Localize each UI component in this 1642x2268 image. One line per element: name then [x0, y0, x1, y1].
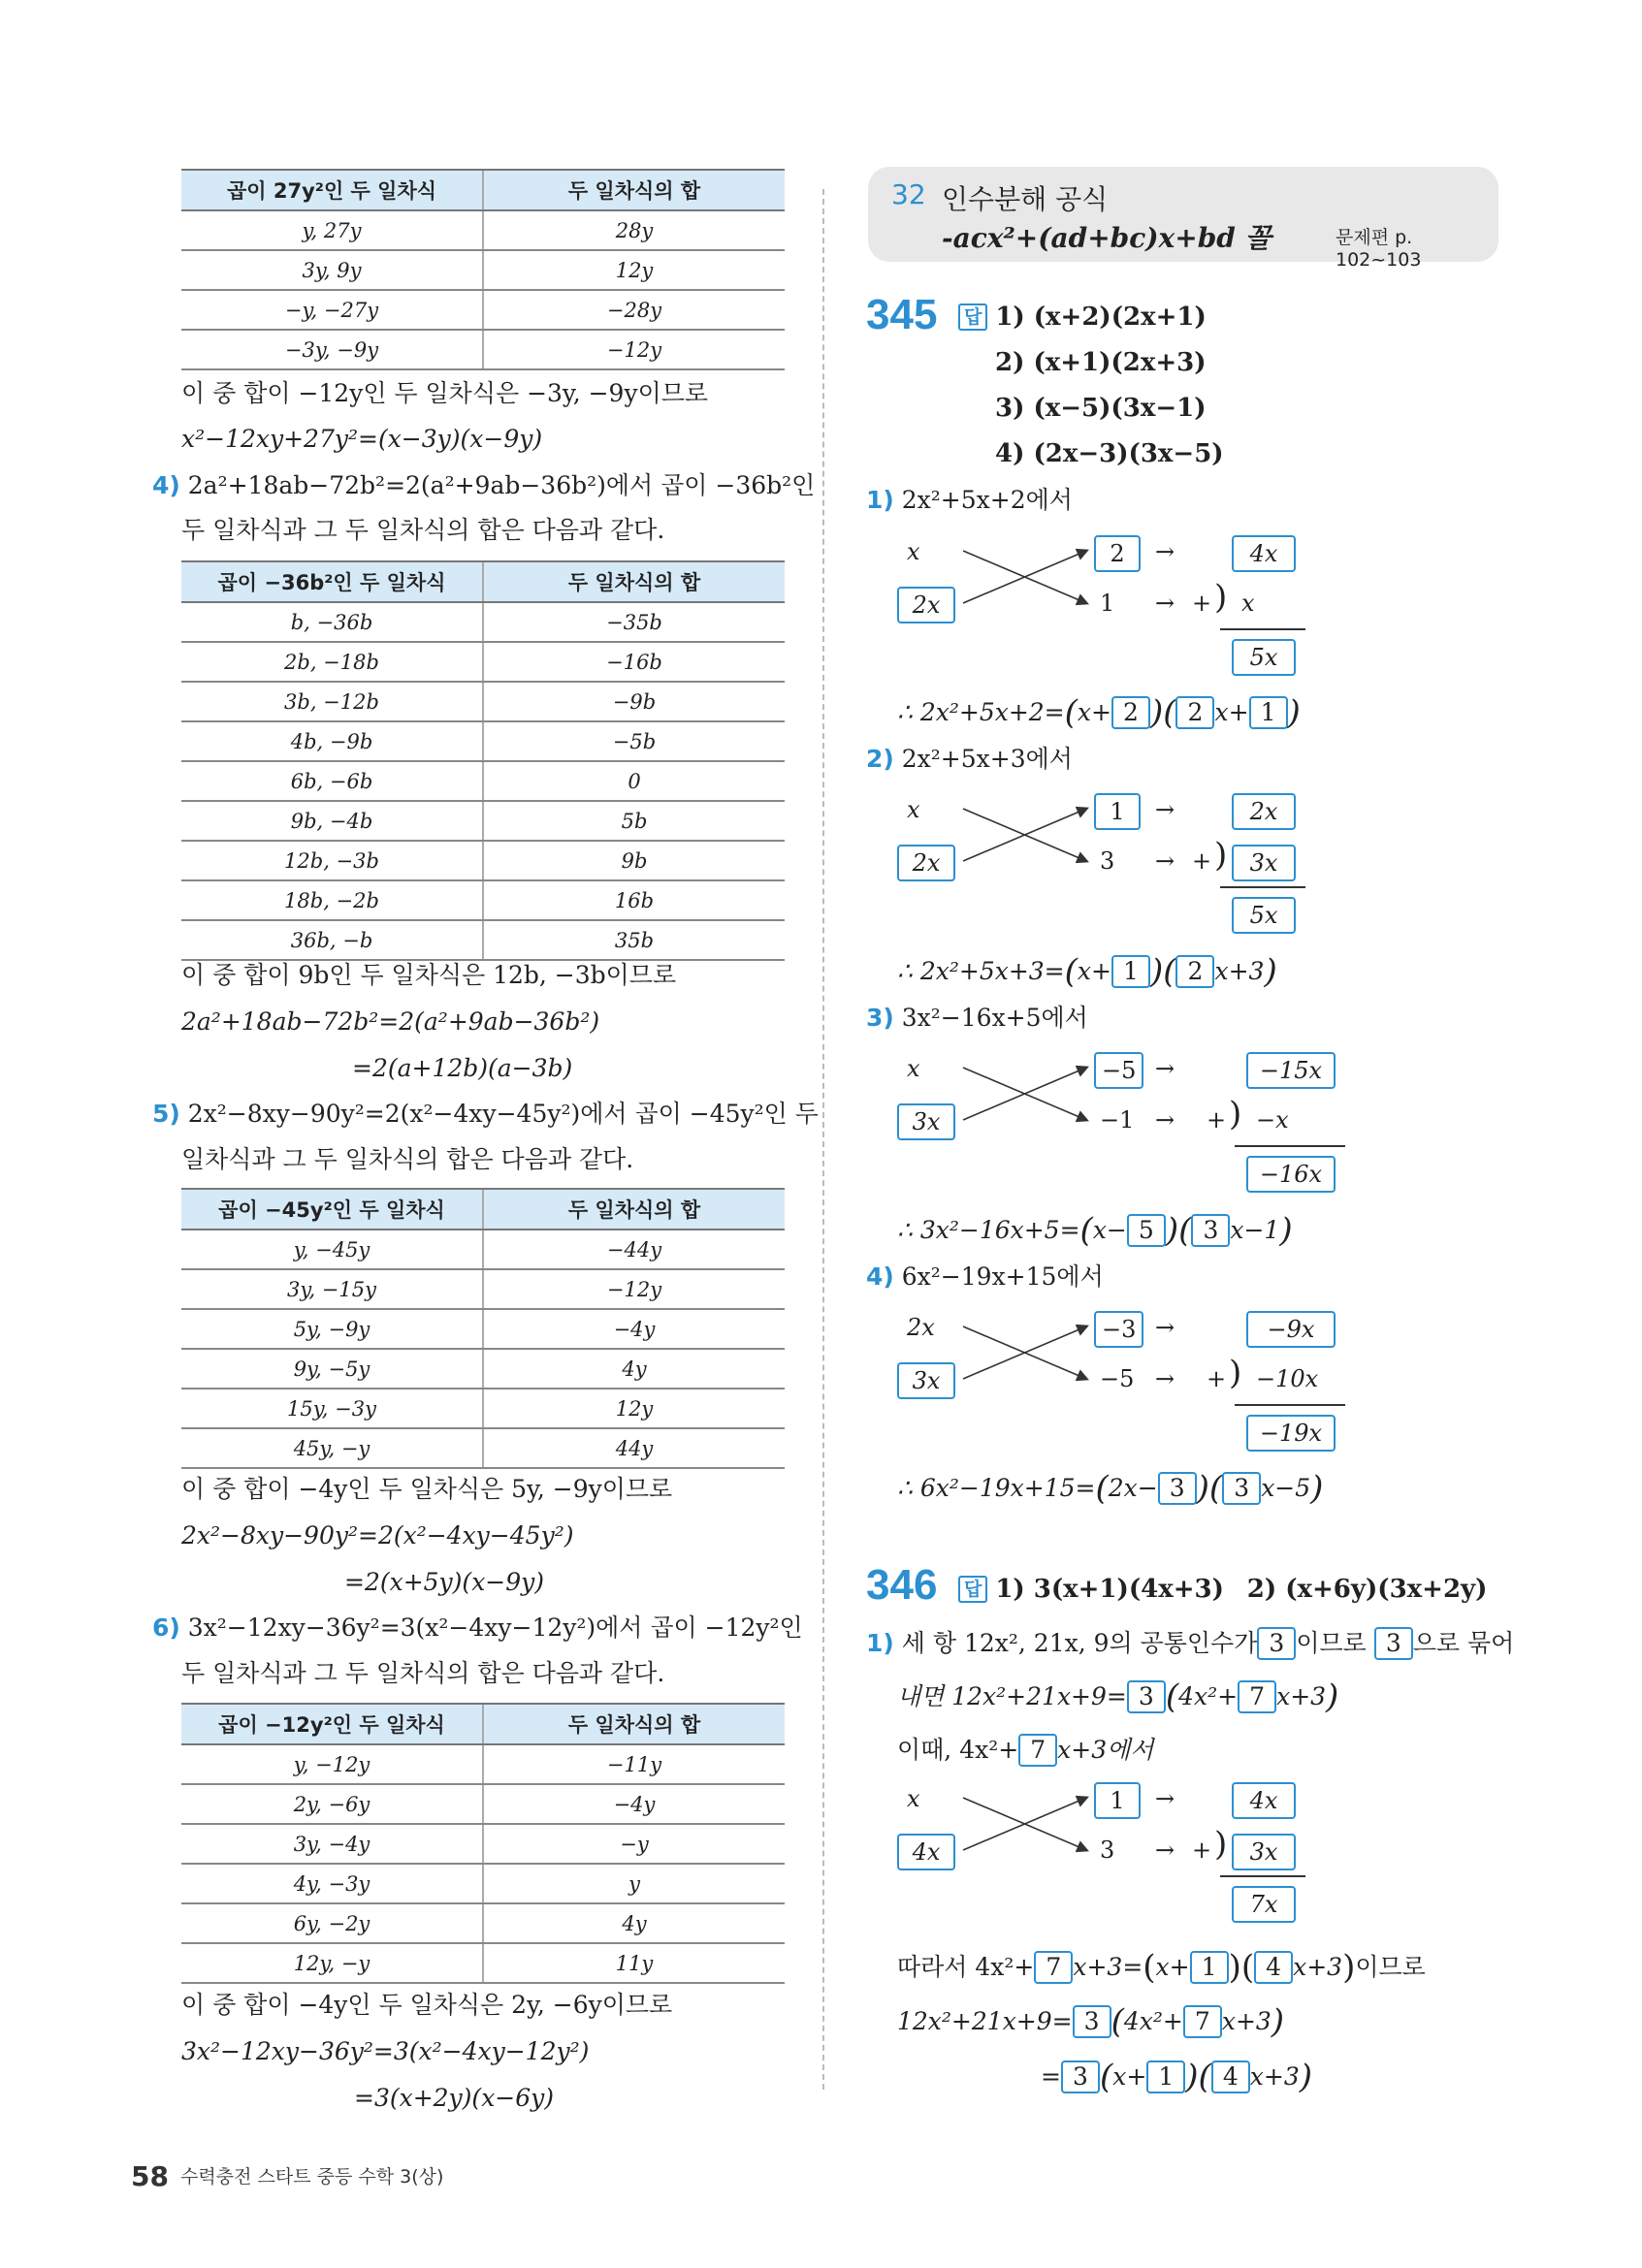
p346-l1-pre: 세 항 12x², 21x, 9의 공통인수가 — [901, 1629, 1258, 1657]
section-number: 32 — [891, 178, 926, 210]
paren: )( — [1196, 1469, 1223, 1508]
blank-box: 4 — [1254, 1951, 1293, 1984]
product-top: 4x — [1232, 535, 1296, 572]
bracket: ) — [1214, 578, 1228, 617]
table-row — [181, 1744, 785, 1784]
plus-sign: + — [1192, 847, 1212, 875]
left-factor-bottom: 3x — [897, 1103, 955, 1140]
plus-sign: + — [1207, 1365, 1227, 1392]
arrow-icon: → — [1155, 1365, 1175, 1392]
blank-box: 2 — [1175, 696, 1214, 729]
table-product-45y2 — [181, 1188, 785, 1469]
table-row — [181, 841, 785, 880]
table-row — [181, 1903, 785, 1943]
t1-header-2: 두 일차식의 합 — [483, 170, 785, 210]
conclusion-pre: ∴ 6x²−19x+15= — [897, 1474, 1096, 1502]
blank-box: 7 — [1034, 1951, 1073, 1984]
blank-box: 3 — [1374, 1627, 1413, 1660]
product-bottom: −10x — [1256, 1365, 1319, 1392]
t1-note: 이 중 합이 −12y인 두 일차식은 −3y, −9y이므로 — [181, 379, 709, 407]
right-factor-bottom: 3 — [1100, 847, 1115, 875]
sum-cell: −11y — [483, 1744, 785, 1784]
left-factor-top: x — [907, 796, 920, 823]
arrow-icon: → — [1155, 590, 1175, 617]
sum-cell: y — [483, 1864, 785, 1903]
product-sum: 7x — [1232, 1886, 1296, 1923]
p4-number: 4) — [152, 471, 180, 499]
factor-pair-cell: 12b, −3b — [181, 841, 483, 880]
sum-cell: −y — [483, 1824, 785, 1864]
t3-result2: =2(x+5y)(x−9y) — [344, 1568, 545, 1596]
conclusion-pre: ∴ 2x²+5x+3= — [897, 957, 1065, 985]
conclusion-term: x−1 — [1230, 1216, 1280, 1244]
factor-pair-cell: 2y, −6y — [181, 1784, 483, 1824]
answer-label: 답 — [958, 1576, 987, 1603]
t3-header-2: 두 일차식의 합 — [483, 1189, 785, 1230]
p345-part-number: 2) — [866, 745, 894, 773]
left-factor-top: x — [907, 538, 920, 565]
right-factor-bottom: 1 — [1100, 590, 1115, 617]
factor-pair-cell: 3y, −15y — [181, 1269, 483, 1309]
sum-cell: −35b — [483, 602, 785, 642]
table-row — [181, 602, 785, 642]
conclusion-pre: ∴ 2x²+5x+2= — [897, 698, 1065, 726]
p346-l5-pre: 12x²+21x+9= — [897, 2007, 1073, 2035]
sum-cell: −4y — [483, 1309, 785, 1349]
p346-l6-pre: = — [1041, 2062, 1061, 2091]
blank-box: 3 — [1222, 1472, 1261, 1505]
table-row — [181, 1864, 785, 1903]
table-product-12y2 — [181, 1703, 785, 1984]
conclusion-pre: ∴ 3x²−16x+5= — [897, 1216, 1080, 1244]
factor-pair-cell: 45y, −y — [181, 1428, 483, 1468]
bracket: ) — [1229, 1354, 1242, 1392]
factor-pair-cell: 18b, −2b — [181, 880, 483, 920]
paren: ) — [1287, 693, 1301, 732]
sum-cell: −4y — [483, 1784, 785, 1824]
t4-header-2: 두 일차식의 합 — [483, 1704, 785, 1744]
table-row — [181, 880, 785, 920]
blank-box: 3 — [1158, 1472, 1197, 1505]
problem-345-number: 345 — [866, 291, 938, 338]
arrow-icon: → — [1155, 847, 1175, 875]
table-row — [181, 1309, 785, 1349]
p346-l6-post: x+3 — [1249, 2062, 1300, 2091]
p346-l4-post: x+3 — [1293, 1953, 1343, 1981]
paren: ( — [1064, 693, 1078, 732]
blank-box: 3 — [1061, 2060, 1100, 2093]
product-top: 4x — [1232, 1782, 1296, 1819]
product-sum: 5x — [1232, 897, 1296, 934]
sum-cell: −9b — [483, 682, 785, 721]
table-row — [181, 920, 785, 960]
section-formula: -acx²+(ad+bc)x+bd 꼴 — [942, 222, 1272, 254]
product-bottom: x — [1241, 590, 1255, 617]
sum-rule — [1220, 886, 1305, 888]
p346-line1 — [866, 1627, 1514, 1660]
blank-box: 3 — [1127, 1680, 1166, 1713]
sum-cell: −28y — [483, 290, 785, 330]
p6-text1: 3x²−12xy−36y²=3(x²−4xy−12y²)에서 곱이 −12y²인 — [187, 1613, 803, 1642]
p345-part-number: 4) — [866, 1262, 894, 1291]
p346-l4-mid2: x+ — [1155, 1953, 1190, 1981]
arrow-icon: → — [1155, 1785, 1175, 1812]
factor-pair-cell: 9y, −5y — [181, 1349, 483, 1389]
factor-pair-cell: y, 27y — [181, 210, 483, 250]
factor-pair-cell: 6y, −2y — [181, 1903, 483, 1943]
left-factor-top: x — [907, 1055, 920, 1082]
t2-result1: 2a²+18ab−72b²=2(a²+9ab−36b²) — [181, 1007, 600, 1036]
t4-note: 이 중 합이 −4y인 두 일차식은 2y, −6y이므로 — [181, 1991, 673, 2019]
table-row — [181, 1269, 785, 1309]
p346-l5-post: x+3 — [1221, 2007, 1272, 2035]
right-factor-top: 1 — [1094, 1782, 1141, 1819]
p346-part1-number: 1) — [866, 1629, 894, 1657]
p6-line2: 두 일차식과 그 두 일차식의 합은 다음과 같다. — [181, 1659, 665, 1687]
p6-number: 6) — [152, 1613, 180, 1642]
arrow-icon: → — [1155, 1106, 1175, 1134]
blank-box: 3 — [1191, 1214, 1230, 1247]
factor-pair-cell: −3y, −9y — [181, 330, 483, 369]
product-sum: −19x — [1246, 1415, 1336, 1452]
t1-header-1: 곱이 27y²인 두 일차식 — [181, 170, 483, 210]
factor-pair-cell: y, −12y — [181, 1744, 483, 1784]
sum-rule — [1235, 1404, 1345, 1406]
p345-part-expr: 6x²−19x+15에서 — [901, 1262, 1104, 1291]
arrow-icon: → — [1155, 1055, 1175, 1082]
right-factor-top: −3 — [1094, 1311, 1143, 1348]
p346-l4-mid1: x+3= — [1073, 1953, 1143, 1981]
right-factor-bottom: 3 — [1100, 1837, 1115, 1864]
sum-cell: 44y — [483, 1428, 785, 1468]
factor-pair-cell: 3b, −12b — [181, 682, 483, 721]
plus-sign: + — [1192, 590, 1212, 617]
p346-line4: 따라서 4x²+ 7 x+3=(x+ 1 )( 4 x+3)이므로 — [897, 1948, 1426, 1987]
section-header — [868, 167, 1498, 271]
sum-cell: −44y — [483, 1230, 785, 1269]
blank-box: 3 — [1257, 1627, 1296, 1660]
table-row — [181, 1784, 785, 1824]
table-row — [181, 682, 785, 721]
blank-box: 1 — [1190, 1951, 1229, 1984]
conclusion-term: 2x− — [1108, 1474, 1158, 1502]
conclusion-term: x+3 — [1214, 957, 1265, 985]
sum-cell: 11y — [483, 1943, 785, 1983]
factor-pair-cell: 3y, −4y — [181, 1824, 483, 1864]
factor-pair-cell: 4b, −9b — [181, 721, 483, 761]
sum-cell: 16b — [483, 880, 785, 920]
p345-part-4-conclusion — [897, 1469, 1324, 1508]
table-row — [181, 1230, 785, 1269]
sum-cell: 28y — [483, 210, 785, 250]
product-bottom: 3x — [1232, 1834, 1296, 1870]
factor-pair-cell: 12y, −y — [181, 1943, 483, 1983]
p345-answer-2: 2) (x+1)(2x+3) — [995, 348, 1207, 377]
p346-line6: = 3 (x+ 1 )( 4 x+3) — [1041, 2058, 1313, 2096]
table-row — [181, 642, 785, 682]
sum-cell: 5b — [483, 801, 785, 841]
conclusion-term: x− — [1092, 1216, 1127, 1244]
right-factor-bottom: −1 — [1100, 1106, 1135, 1134]
paren: ( — [1064, 952, 1078, 991]
table-row — [181, 330, 785, 369]
sum-cell: 0 — [483, 761, 785, 801]
sum-cell: 4y — [483, 1903, 785, 1943]
left-factor-bottom: 2x — [897, 845, 955, 881]
p345-part-2-conclusion — [897, 952, 1277, 991]
p346-l6-mid: x+ — [1112, 2062, 1147, 2091]
paren: )( — [1165, 1211, 1192, 1250]
conclusion-term: x−5 — [1261, 1474, 1311, 1502]
book-title: 수력충전 스타트 중등 수학 3(상) — [180, 2166, 444, 2188]
p346-l3-pre: 이때, 4x²+ — [897, 1736, 1019, 1764]
p346-l2-pre: 내면 12x²+21x+9= — [897, 1682, 1127, 1710]
blank-box: 1 — [1249, 696, 1288, 729]
t3-result1: 2x²−8xy−90y²=2(x²−4xy−45y²) — [181, 1521, 574, 1549]
p4-line1 — [152, 470, 815, 501]
arrow-icon: → — [1155, 538, 1175, 565]
plus-sign: + — [1192, 1837, 1212, 1864]
factor-pair-cell: 36b, −b — [181, 920, 483, 960]
paren: )( — [1149, 693, 1176, 732]
factor-pair-cell: 5y, −9y — [181, 1309, 483, 1349]
plus-sign: + — [1207, 1106, 1227, 1134]
p345-part-2-head — [866, 744, 1073, 775]
t3-header-1: 곱이 −45y²인 두 일차식 — [181, 1189, 483, 1230]
factor-pair-cell: 6b, −6b — [181, 761, 483, 801]
table-row — [181, 1428, 785, 1468]
blank-box: 4 — [1211, 2060, 1250, 2093]
factor-pair-cell: 4y, −3y — [181, 1864, 483, 1903]
sum-cell: 35b — [483, 920, 785, 960]
sum-cell: 12y — [483, 1389, 785, 1428]
p345-part-1-conclusion — [897, 693, 1301, 732]
table-row — [181, 1824, 785, 1864]
right-factor-top: 2 — [1094, 535, 1141, 572]
table-row — [181, 1349, 785, 1389]
p346-l2-post: x+3 — [1276, 1682, 1327, 1710]
product-top: −15x — [1246, 1052, 1336, 1089]
factor-pair-cell: 9b, −4b — [181, 801, 483, 841]
left-factor-bottom: 3x — [897, 1362, 955, 1399]
t3-note: 이 중 합이 −4y인 두 일차식은 5y, −9y이므로 — [181, 1475, 673, 1503]
product-bottom: −x — [1256, 1106, 1289, 1134]
factor-pair-cell: b, −36b — [181, 602, 483, 642]
p5-number: 5) — [152, 1100, 180, 1128]
blank-box: 7 — [1183, 2005, 1222, 2038]
t4-result2: =3(x+2y)(x−6y) — [354, 2084, 555, 2112]
sum-cell: −12y — [483, 330, 785, 369]
conclusion-term: x+ — [1077, 957, 1111, 985]
bracket: ) — [1214, 1825, 1228, 1864]
section-title: 인수분해 공식 — [942, 183, 1109, 215]
p345-part-expr: 3x²−16x+5에서 — [901, 1004, 1088, 1032]
product-sum: −16x — [1246, 1156, 1336, 1193]
t2-result2: =2(a+12b)(a−3b) — [352, 1054, 573, 1082]
left-factor-bottom: 4x — [897, 1834, 955, 1870]
factor-pair-cell: 15y, −3y — [181, 1389, 483, 1428]
left-factor-top: 2x — [907, 1314, 935, 1341]
blank-box: 3 — [1073, 2005, 1111, 2038]
p346-line3 — [897, 1734, 1153, 1767]
blank-box: 2 — [1111, 696, 1150, 729]
left-factor-bottom: 2x — [897, 587, 955, 623]
blank-box: 5 — [1127, 1214, 1166, 1247]
sum-cell: 12y — [483, 250, 785, 290]
blank-box: 7 — [1018, 1734, 1057, 1767]
p345-part-3-conclusion — [897, 1211, 1293, 1250]
table-row — [181, 801, 785, 841]
product-top: 2x — [1232, 793, 1296, 830]
right-factor-top: 1 — [1094, 793, 1141, 830]
blank-box: 1 — [1146, 2060, 1185, 2093]
factor-pair-cell: 2b, −18b — [181, 642, 483, 682]
p345-answer-1 — [958, 302, 1207, 333]
table-product-36b2 — [181, 560, 785, 961]
right-factor-top: −5 — [1094, 1052, 1143, 1089]
answer-label: 답 — [958, 303, 987, 331]
p4-text1: 2a²+18ab−72b²=2(a²+9ab−36b²)에서 곱이 −36b²인 — [187, 471, 816, 499]
p5-line2: 일차식과 그 두 일차식의 합은 다음과 같다. — [181, 1145, 634, 1173]
problem-346-number: 346 — [866, 1561, 938, 1609]
sum-cell: −16b — [483, 642, 785, 682]
p346-l3-post: x+3에서 — [1057, 1736, 1154, 1764]
sum-cell: −12y — [483, 1269, 785, 1309]
t4-header-1: 곱이 −12y²인 두 일차식 — [181, 1704, 483, 1744]
table-row — [181, 721, 785, 761]
table-row — [181, 290, 785, 330]
page-number: 58 — [131, 2160, 169, 2192]
cross-lines — [955, 1052, 1101, 1139]
p346-ans1: 1) 3(x+1)(4x+3) — [995, 1575, 1224, 1604]
section-page-ref: 문제편 p. 102~103 — [1336, 227, 1422, 271]
paren: ) — [1264, 952, 1277, 991]
sum-cell: 9b — [483, 841, 785, 880]
p345-part-number: 3) — [866, 1004, 894, 1032]
sum-rule — [1220, 1875, 1305, 1877]
paren: )( — [1149, 952, 1176, 991]
bracket: ) — [1214, 836, 1228, 875]
blank-box: 2 — [1175, 955, 1214, 988]
blank-box: 7 — [1238, 1680, 1276, 1713]
p346-ans2: 2) (x+6y)(3x+2y) — [1246, 1575, 1488, 1604]
p346-l4-tail: 이므로 — [1355, 1953, 1426, 1981]
t2-header-2: 두 일차식의 합 — [483, 561, 785, 602]
table-row — [181, 210, 785, 250]
sum-cell: 4y — [483, 1349, 785, 1389]
product-top: −9x — [1246, 1311, 1336, 1348]
p5-text1: 2x²−8xy−90y²=2(x²−4xy−45y²)에서 곱이 −45y²인 두 — [187, 1100, 819, 1128]
column-divider — [822, 189, 824, 2090]
product-sum: 5x — [1232, 639, 1296, 676]
table-row — [181, 1943, 785, 1983]
p345-answer-3: 3) (x−5)(3x−1) — [995, 394, 1207, 423]
p346-line2: 내면 12x²+21x+9= 3 (4x²+ 7 x+3) — [897, 1677, 1339, 1716]
p345-part-number: 1) — [866, 486, 894, 514]
paren: ) — [1310, 1469, 1324, 1508]
t1-result: x²−12xy+27y²=(x−3y)(x−9y) — [181, 425, 543, 453]
p346-l1-post: 으로 묶어 — [1412, 1629, 1515, 1657]
p345-part-1-head — [866, 485, 1073, 516]
arrow-icon: → — [1155, 796, 1175, 823]
p346-l4-pre: 따라서 4x²+ — [897, 1953, 1035, 1981]
p346-l1-mid: 이므로 — [1296, 1629, 1367, 1657]
cross-lines — [955, 1311, 1101, 1398]
left-factor-top: x — [907, 1785, 920, 1812]
p346-line5: 12x²+21x+9= 3 (4x²+ 7 x+3) — [897, 2002, 1285, 2041]
factor-pair-cell: y, −45y — [181, 1230, 483, 1269]
paren: ( — [1095, 1469, 1109, 1508]
p345-part-expr: 2x²+5x+2에서 — [901, 486, 1073, 514]
footer — [131, 2160, 443, 2192]
conclusion-term: x+ — [1077, 698, 1111, 726]
factor-pair-cell: 3y, 9y — [181, 250, 483, 290]
p346-l5-mid: 4x²+ — [1123, 2007, 1183, 2035]
cross-lines — [955, 793, 1101, 880]
paren: ) — [1279, 1211, 1293, 1250]
sum-cell: −5b — [483, 721, 785, 761]
right-factor-bottom: −5 — [1100, 1365, 1135, 1392]
conclusion-term: x+ — [1214, 698, 1249, 726]
sum-rule — [1235, 1145, 1345, 1147]
cross-lines — [955, 1782, 1101, 1869]
arrow-icon: → — [1155, 1837, 1175, 1864]
p6-line1 — [152, 1613, 803, 1644]
p345-part-4-head — [866, 1262, 1104, 1293]
t4-result1: 3x²−12xy−36y²=3(x²−4xy−12y²) — [181, 2037, 590, 2065]
sum-rule — [1220, 628, 1305, 630]
t2-header-1: 곱이 −36b²인 두 일차식 — [181, 561, 483, 602]
p345-part-expr: 2x²+5x+3에서 — [901, 745, 1073, 773]
blank-box: 1 — [1111, 955, 1150, 988]
p4-line2: 두 일차식과 그 두 일차식의 합은 다음과 같다. — [181, 516, 665, 544]
factor-pair-cell: −y, −27y — [181, 290, 483, 330]
p345-part-3-head — [866, 1003, 1088, 1034]
arrow-icon: → — [1155, 1314, 1175, 1341]
table-row — [181, 1389, 785, 1428]
p345-answer-4: 4) (2x−3)(3x−5) — [995, 439, 1224, 468]
p5-line1 — [152, 1099, 819, 1130]
p345-ans1: 1) (x+2)(2x+1) — [995, 303, 1207, 332]
table-product-27y2 — [181, 169, 785, 370]
p346-answers — [958, 1574, 1487, 1605]
table-row — [181, 250, 785, 290]
cross-lines — [955, 535, 1101, 623]
product-bottom: 3x — [1232, 845, 1296, 881]
t2-note: 이 중 합이 9b인 두 일차식은 12b, −3b이므로 — [181, 961, 677, 989]
table-row — [181, 761, 785, 801]
p346-l2-mid: 4x²+ — [1178, 1682, 1239, 1710]
paren: ( — [1079, 1211, 1093, 1250]
bracket: ) — [1229, 1095, 1242, 1134]
